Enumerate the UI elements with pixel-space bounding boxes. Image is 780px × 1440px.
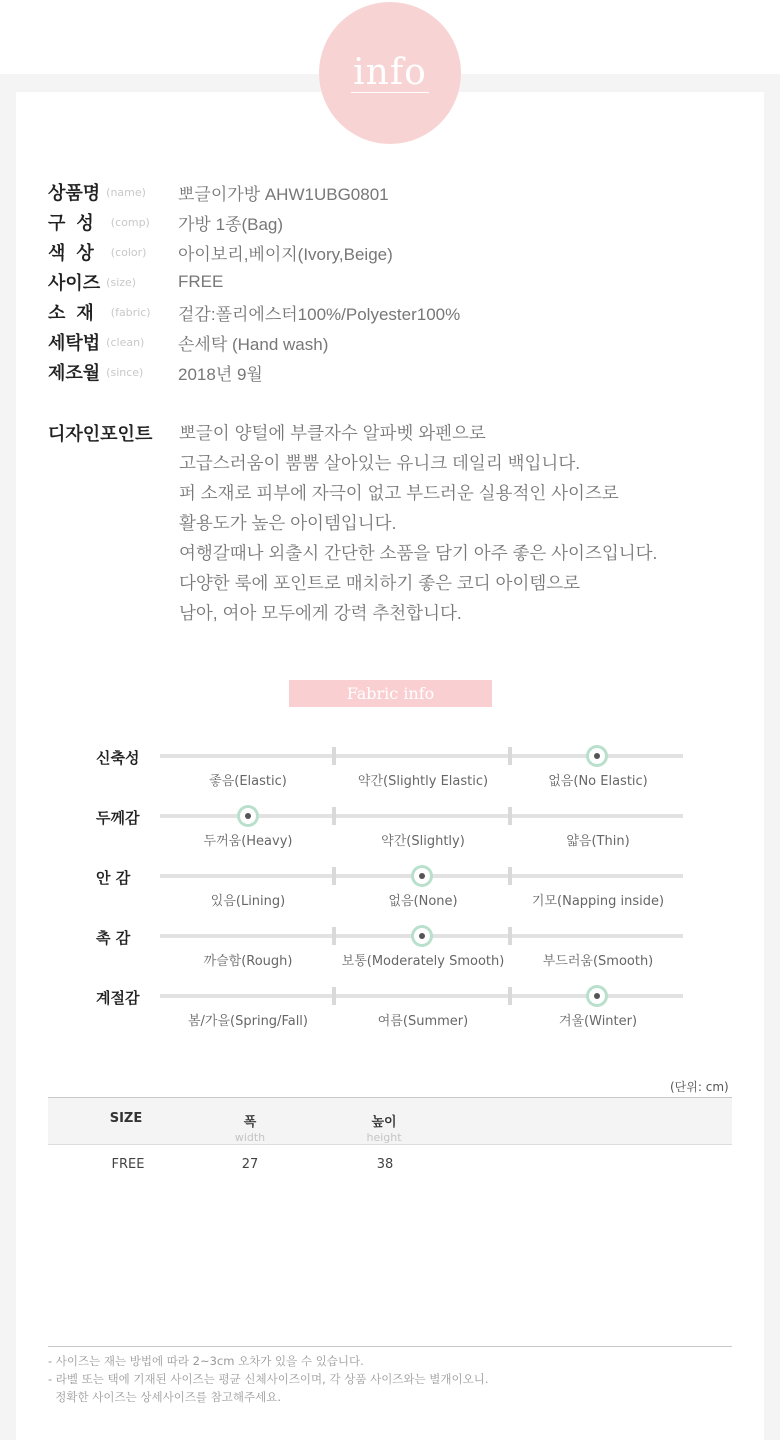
height-col-header [344, 1111, 424, 1144]
fabric-row-label: 계절감 [96, 989, 140, 1007]
fabric-row-label: 안 감 [96, 869, 131, 887]
fabric-option: 기모(Napping inside) [531, 894, 665, 909]
spec-value: 겉감:폴리에스터100%/Polyester100% [178, 304, 461, 324]
spec-value: 2018년 9월 [178, 364, 263, 384]
fabric-option: 부드러움(Smooth) [542, 954, 654, 969]
fabric-option: 있음(Lining) [210, 894, 286, 909]
scale-tick [332, 987, 336, 1005]
design-point-line: 남아, 여아 모두에게 강력 추천합니다. [179, 603, 462, 623]
scale-tick [332, 747, 336, 765]
scale-tick [332, 867, 336, 885]
spec-row-since [48, 360, 263, 384]
note-line: - 라벨 또는 택에 기재된 사이즈는 평균 신체사이즈이며, 각 상품 사이즈와는 별개이오니. [48, 1372, 489, 1386]
design-point-line: 퍼 소재로 피부에 자극이 없고 부드러운 실용적인 사이즈로 [179, 483, 619, 503]
fabric-option: 겨울(Winter) [558, 1014, 638, 1029]
height-col-title: 높이 [371, 1115, 397, 1130]
fabric-option: 없음(No Elastic) [548, 774, 648, 789]
design-point-line: 활용도가 높은 아이템입니다. [179, 513, 397, 533]
fabric-selected-marker [586, 985, 608, 1007]
table-cell-width: 27 [241, 1157, 259, 1172]
spec-label: 구성 [48, 213, 105, 234]
fabric-row-elastic [0, 749, 780, 800]
design-point-line: 뽀글이 양털에 부클자수 알파벳 와펜으로 [179, 423, 486, 443]
fabric-row-lining [0, 869, 780, 920]
spec-row-size [48, 270, 223, 294]
size-col-title: SIZE [109, 1111, 143, 1126]
scale-tick [508, 867, 512, 885]
fabric-row-season [0, 989, 780, 1040]
note-line: - 사이즈는 재는 방법에 따라 2~3cm 오차가 있을 수 있습니다. [48, 1354, 364, 1368]
design-point-line: 여행갈때나 외출시 간단한 소품을 담기 아주 좋은 사이즈입니다. [179, 543, 658, 563]
design-point-text [179, 418, 657, 628]
note-line: 정확한 사이즈는 상세사이즈를 참고해주세요. [48, 1390, 282, 1404]
spec-row-color [48, 240, 393, 264]
scale-tick [332, 807, 336, 825]
scale-tick [508, 927, 512, 945]
fabric-option: 없음(None) [388, 894, 458, 909]
spec-label: 색상 [48, 243, 105, 264]
fabric-selected-marker [411, 865, 433, 887]
spec-value: FREE [178, 272, 224, 291]
width-col-header [210, 1111, 290, 1144]
spec-label-en: (fabric) [110, 305, 151, 319]
spec-row-clean [48, 330, 328, 354]
height-col-subtitle: height [366, 1131, 402, 1144]
spec-label-en: (size) [106, 275, 137, 289]
width-col-title: 폭 [243, 1115, 257, 1130]
fabric-info-title: Fabric info [289, 680, 492, 707]
spec-label: 세탁법 [48, 333, 101, 354]
table-cell-size: FREE [111, 1157, 145, 1172]
scale-tick [508, 987, 512, 1005]
spec-label-en: (name) [106, 185, 146, 199]
fabric-row-label: 신축성 [96, 749, 140, 767]
scale-tick [508, 807, 512, 825]
fabric-option: 봄/가을(Spring/Fall) [187, 1014, 308, 1029]
spec-label-en: (comp) [110, 215, 150, 229]
width-col-subtitle: width [234, 1131, 266, 1144]
fabric-row-label: 두께감 [96, 809, 140, 827]
design-point-label: 디자인포인트 [48, 424, 153, 445]
fabric-row-label: 촉 감 [96, 929, 131, 947]
fabric-option: 여름(Summer) [377, 1014, 469, 1029]
fabric-option: 까슬함(Rough) [203, 954, 293, 969]
fabric-row-thickness [0, 809, 780, 860]
fabric-selected-marker [411, 925, 433, 947]
spec-row-fabric [48, 300, 460, 324]
table-cell-height: 38 [376, 1157, 394, 1172]
fabric-row-touch [0, 929, 780, 980]
fabric-option: 두꺼움(Heavy) [203, 834, 293, 849]
fabric-option: 약간(Slightly) [381, 834, 465, 849]
spec-label-en: (color) [110, 245, 147, 259]
spec-label: 제조월 [48, 363, 101, 384]
scale-tick [508, 747, 512, 765]
size-unit-label: (단위: cm) [670, 1080, 729, 1094]
design-point-line: 고급스러움이 뿜뿜 살아있는 유니크 데일리 백입니다. [179, 453, 581, 473]
fabric-option: 약간(Slightly Elastic) [357, 774, 489, 789]
fabric-option: 보통(Moderately Smooth) [341, 954, 505, 969]
spec-value: 뽀글이가방 AHW1UBG0801 [178, 184, 389, 204]
spec-row-comp [48, 210, 283, 234]
size-table-header [48, 1097, 732, 1145]
spec-value: 아이보리,베이지(Ivory,Beige) [178, 244, 393, 264]
spec-value: 가방 1종(Bag) [178, 214, 284, 234]
design-point-line: 다양한 룩에 포인트로 매치하기 좋은 코디 아이템으로 [179, 573, 581, 593]
fabric-selected-marker [237, 805, 259, 827]
scale-tick [332, 927, 336, 945]
spec-label-en: (since) [106, 365, 144, 379]
spec-label: 상품명 [48, 183, 101, 204]
info-badge [319, 2, 461, 144]
info-badge-text: info [353, 51, 427, 93]
spec-label-en: (clean) [106, 335, 145, 349]
size-col-header [86, 1111, 166, 1126]
fabric-option: 좋음(Elastic) [209, 774, 287, 789]
spec-row-name [48, 180, 389, 204]
spec-value: 손세탁 (Hand wash) [178, 334, 329, 354]
size-notes [48, 1346, 732, 1406]
fabric-selected-marker [586, 745, 608, 767]
spec-label: 소재 [48, 303, 105, 324]
spec-label: 사이즈 [48, 273, 101, 294]
fabric-option: 얇음(Thin) [566, 834, 630, 849]
